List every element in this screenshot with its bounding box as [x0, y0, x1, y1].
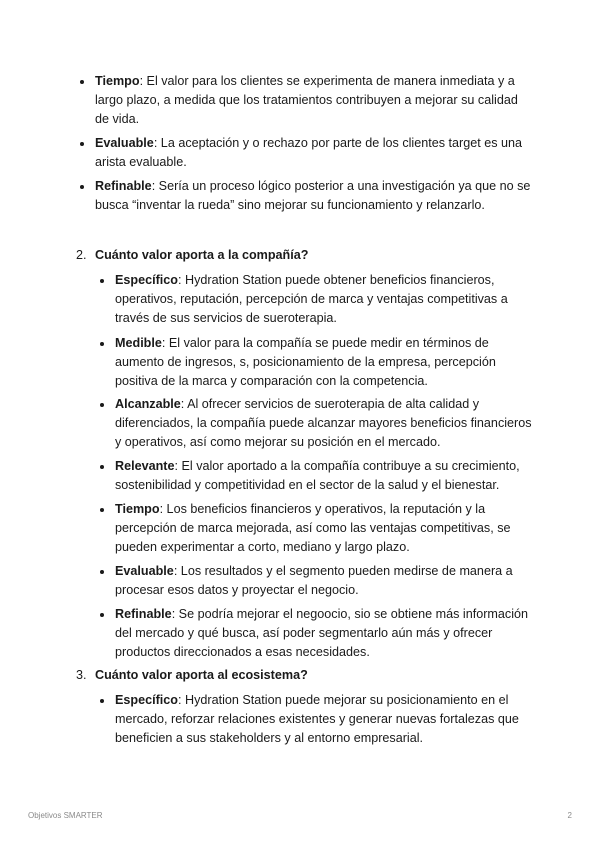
item-text: : Sería un proceso lógico posterior a una investigación ya que no se busca “inventar la rueda” sino mejorar su funcionamiento y relanzarlo.: [95, 179, 531, 212]
bullet-icon: [100, 342, 104, 346]
bullet-icon: [100, 508, 104, 512]
bullet-icon: [100, 279, 104, 283]
bullet-icon: [100, 699, 104, 703]
section-number: 2.: [76, 248, 87, 262]
item-text: : Hydration Station puede mejorar su posicionamiento en el mercado, reforzar relaciones existentes y generar nuevas fortalezas que beneficien a sus stakeholders y al entorno empresarial.: [115, 693, 519, 745]
list-item: [115, 271, 535, 328]
list-item: [115, 334, 535, 391]
item-text: : Hydration Station puede obtener beneficios financieros, operativos, reputación, percepción de marca y ventajas competitivas a través de sus servicios de sueroterapia.: [115, 273, 508, 325]
list-item: [115, 500, 535, 557]
bullet-icon: [100, 570, 104, 574]
item-text: : Los beneficios financieros y operativos, la reputación y la percepción de marca mejorada, así como las ventajas competitivas, se pueden experimentar a corto, mediano y largo plazo.: [115, 502, 511, 554]
item-term: Alcanzable: [115, 397, 181, 411]
list-item: [115, 562, 535, 600]
item-term: Evaluable: [95, 136, 154, 150]
item-term: Tiempo: [115, 502, 160, 516]
bullet-icon: [100, 403, 104, 407]
item-text: : La aceptación y o rechazo por parte de los clientes target es una arista evaluable.: [95, 136, 523, 169]
footer-document-title: Objetivos SMARTER: [28, 811, 103, 820]
item-text: : El valor aportado a la compañía contribuye a su crecimiento, sostenibilidad y competitividad en el sector de la salud y el bienestar.: [115, 459, 520, 492]
item-term: Refinable: [115, 607, 172, 621]
bullet-icon: [80, 142, 84, 146]
list-item: [95, 72, 535, 129]
bullet-icon: [100, 613, 104, 617]
list-item: [115, 457, 535, 495]
list-item: [95, 177, 535, 215]
list-item: [95, 134, 535, 172]
bullet-icon: [100, 465, 104, 469]
item-text: : El valor para la compañía se puede medir en términos de aumento de ingresos, s, posicionamiento de la empresa, percepción positiva de la marca y comparación con la competencia.: [115, 336, 496, 388]
section-number: 3.: [76, 668, 87, 682]
item-text: : El valor para los clientes se experimenta de manera inmediata y a largo plazo, a medida que los tratamientos contribuyen a mejorar su calidad de vida.: [95, 74, 518, 126]
list-item: [115, 691, 535, 748]
item-term: Específico: [115, 273, 178, 287]
section3-heading: [76, 666, 308, 685]
item-text: : Al ofrecer servicios de sueroterapia de alta calidad y diferenciados, la compañía puede alcanzar mayores beneficios financieros y operativos, así como mejorar su posición en el mercado.: [115, 397, 532, 449]
item-term: Relevante: [115, 459, 175, 473]
item-term: Tiempo: [95, 74, 140, 88]
list-item: [115, 395, 535, 452]
bullet-icon: [80, 80, 84, 84]
section2-heading: [76, 246, 308, 265]
item-term: Refinable: [95, 179, 152, 193]
item-term: Medible: [115, 336, 162, 350]
item-term: Evaluable: [115, 564, 174, 578]
item-term: Específico: [115, 693, 178, 707]
bullet-icon: [80, 185, 84, 189]
section-title: Cuánto valor aporta al ecosistema?: [95, 668, 308, 682]
item-text: : Se podría mejorar el negoocio, sio se obtiene más información del mercado y qué busca, así poder segmentarlo aún más y ofrecer productos direccionados a esas necesidades.: [115, 607, 529, 659]
section-title: Cuánto valor aporta a la compañía?: [95, 248, 309, 262]
list-item: [115, 605, 535, 662]
footer-page-number: 2: [567, 811, 572, 820]
item-text: : Los resultados y el segmento pueden medirse de manera a procesar esos datos y proyectar el negocio.: [115, 564, 513, 597]
